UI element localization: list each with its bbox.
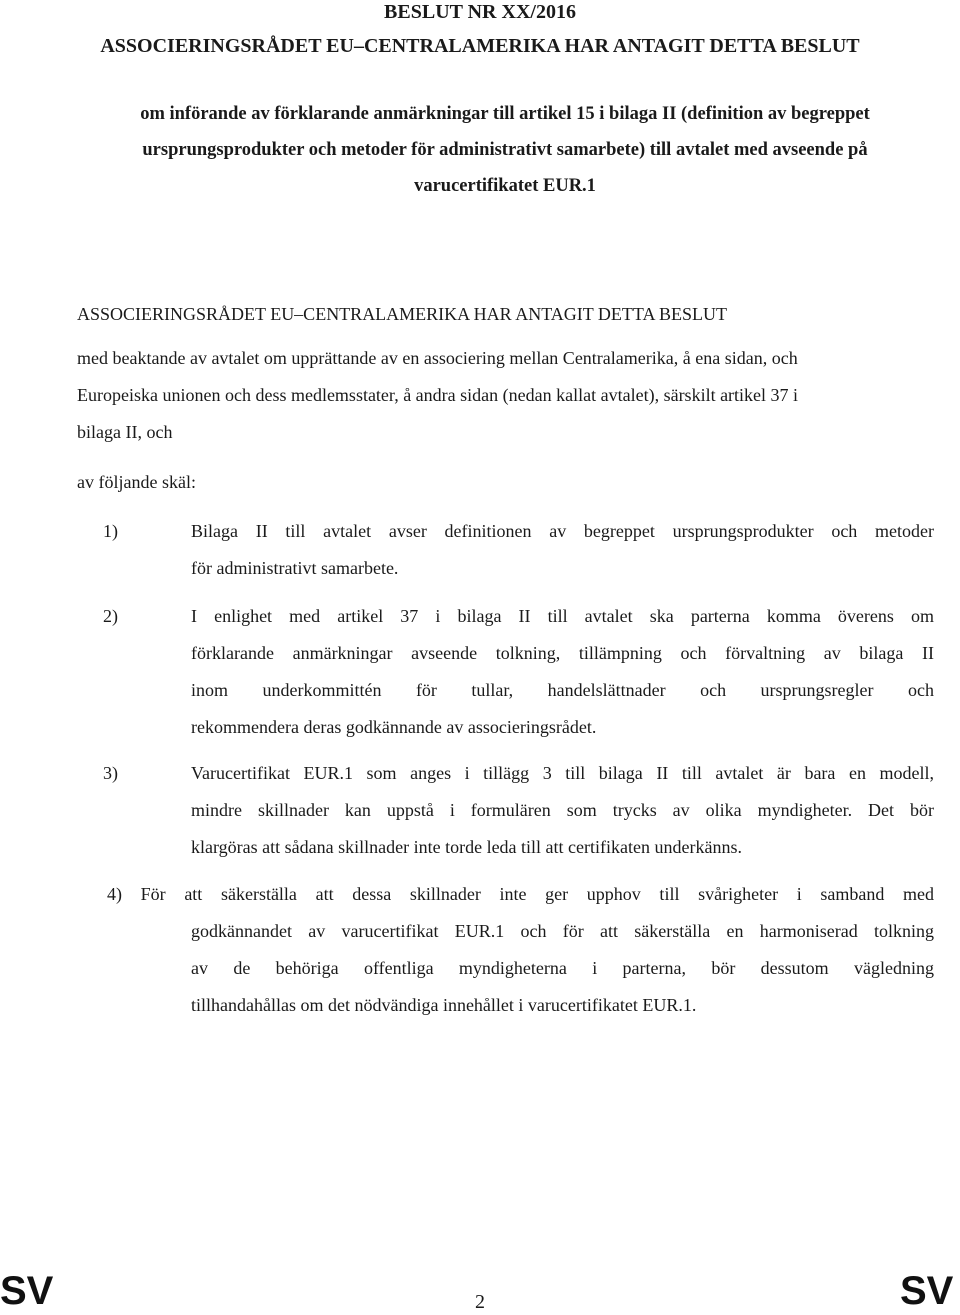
recital-first-line: 4) För att säkerställa att dessa skillnader inte ger upphov till svårigheter i samband med xyxy=(107,884,934,904)
recital-number: 2) xyxy=(103,606,118,626)
recital-line: godkännandet av varucertifikat EUR.1 och för att säkerställa en harmoniserad tolkning xyxy=(191,921,934,941)
subject-line: varucertifikatet EUR.1 xyxy=(414,176,596,196)
adopting-body-title: ASSOCIERINGSRÅDET EU–CENTRALAMERIKA HAR ANTAGIT DETTA BESLUT xyxy=(100,35,860,57)
recital-number: 1) xyxy=(103,521,118,541)
recital-line: inom underkommittén för tullar, handelslättnader och ursprungsregler och xyxy=(191,680,934,700)
recital-line: förklarande anmärkningar avseende tolkning, tillämpning och förvaltning av bilaga II xyxy=(191,643,934,663)
recital-line: tillhandahållas om det nödvändiga innehållet i varucertifikatet EUR.1. xyxy=(191,995,697,1015)
having-regard-paragraph: med beaktande av avtalet om upprättande av en associering mellan Centralamerika, å ena sidan, och Europeiska unionen och dess medlemsstater, å andra sidan (nedan kallat avtalet), särskilt artikel 37 i bilaga II, och xyxy=(77,348,799,442)
recital-number: 4) xyxy=(107,884,122,904)
subject-line: ursprungsprodukter och metoder för administrativt samarbete) till avtalet med avseende på xyxy=(142,140,868,160)
recital-line: I enlighet med artikel 37 i bilaga II till avtalet ska parterna komma överens om xyxy=(191,606,934,626)
decision-number: BESLUT NR XX/2016 xyxy=(384,1,576,23)
recital-line: av de behöriga offentliga myndigheterna i parterna, bör dessutom vägledning xyxy=(191,958,934,978)
whereas-intro: av följande skäl: xyxy=(77,472,196,492)
page-number: 2 xyxy=(475,1291,485,1313)
recital-line: Varucertifikat EUR.1 som anges i tillägg 3 till bilaga II till avtalet är bara en modell, xyxy=(191,763,934,783)
recital-line: rekommendera deras godkännande av associeringsrådet. xyxy=(191,717,597,737)
recital-line: för administrativt samarbete. xyxy=(191,558,399,578)
preamble-heading: ASSOCIERINGSRÅDET EU–CENTRALAMERIKA HAR ANTAGIT DETTA BESLUT xyxy=(77,304,727,324)
subject-line: om införande av förklarande anmärkningar till artikel 15 i bilaga II (definition av begreppet xyxy=(140,104,870,124)
recital-line: Bilaga II till avtalet avser definitionen av begreppet ursprungsprodukter och metoder xyxy=(191,521,934,541)
recital-number: 3) xyxy=(103,763,118,783)
language-code-left: SV xyxy=(0,1269,54,1313)
recital-line: klargöras att sådana skillnader inte torde leda till att certifikaten underkänns. xyxy=(191,837,742,857)
decision-subject xyxy=(55,96,955,204)
language-code-right: SV xyxy=(900,1269,954,1313)
recital-line: mindre skillnader kan uppstå i formulären som trycks av olika myndigheter. Det bör xyxy=(191,800,934,820)
